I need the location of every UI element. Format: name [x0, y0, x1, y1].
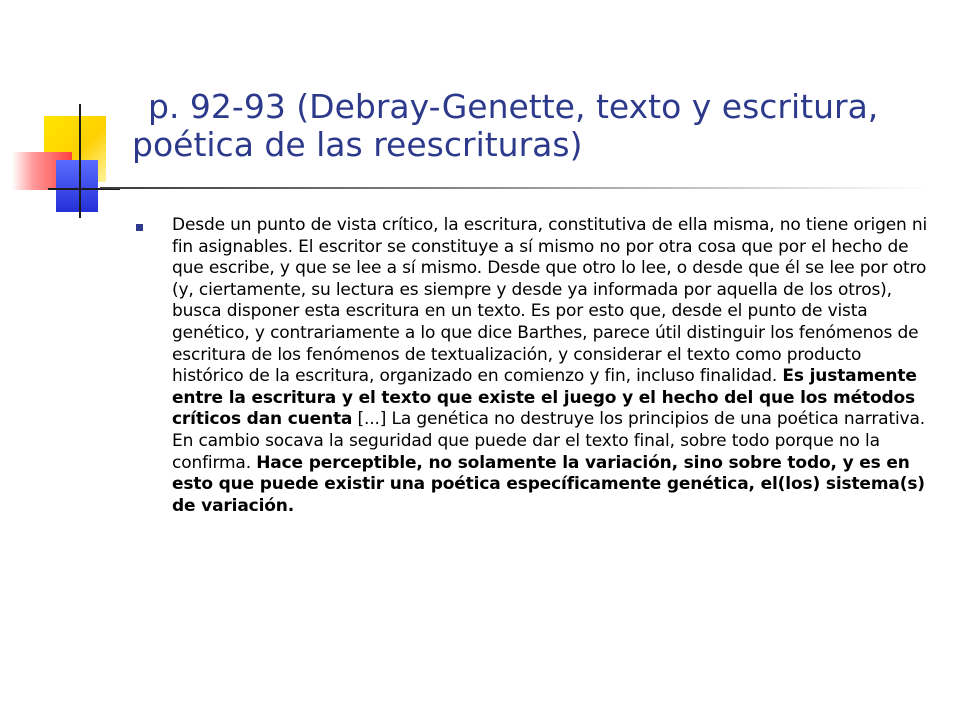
bullet-item — [136, 215, 931, 517]
square-bullet-icon — [136, 224, 143, 231]
bullet-text-part-2: [...] La genética no destruye los principios de una poética narrativa. En cambio socava la seguridad que puede dar el texto final, sobre todo porque no la confirma. — [172, 409, 925, 473]
logo-vertical-line — [79, 104, 81, 218]
bullet-text-bold-1: Es justamente entre la escritura y el texto que existe el juego y el hecho del que los métodos críticos dan cuenta — [172, 366, 917, 430]
logo-blue-square — [56, 160, 98, 212]
title-underline — [100, 187, 930, 189]
bullet-text-bold-2: Hace perceptible, no solamente la variación, sino sobre todo, y es en esto que puede existir una poética específicamente genética, el(los) sistema(s) de variación. — [172, 452, 925, 516]
bullet-text-part-1: Desde un punto de vista crítico, la escritura, constitutiva de ella misma, no tiene origen ni fin asignables. El escritor se constituye a sí mismo no por otra cosa que por el hecho de que escribe, y que se lee a sí mismo. Desde que otro lo lee, o desde que él se lee por otro (y, ciertamente, su lectura es siempre y desde ya informada por aquella de los otros), busca disponer esta escritura en un texto. Es por esto que, desde el punto de vista genético, y contrariamente a lo que dice Barthes, parece útil distinguir los fenómenos de escritura de los fenómenos de textualización, y considerar el texto como producto histórico de la escritura, organizado en comienzo y fin, incluso finalidad. — [172, 215, 928, 387]
slide-content — [136, 215, 931, 517]
slide-title: p. 92-93 (Debray-Genette, texto y escritura, poética de las reescrituras) — [132, 87, 879, 164]
